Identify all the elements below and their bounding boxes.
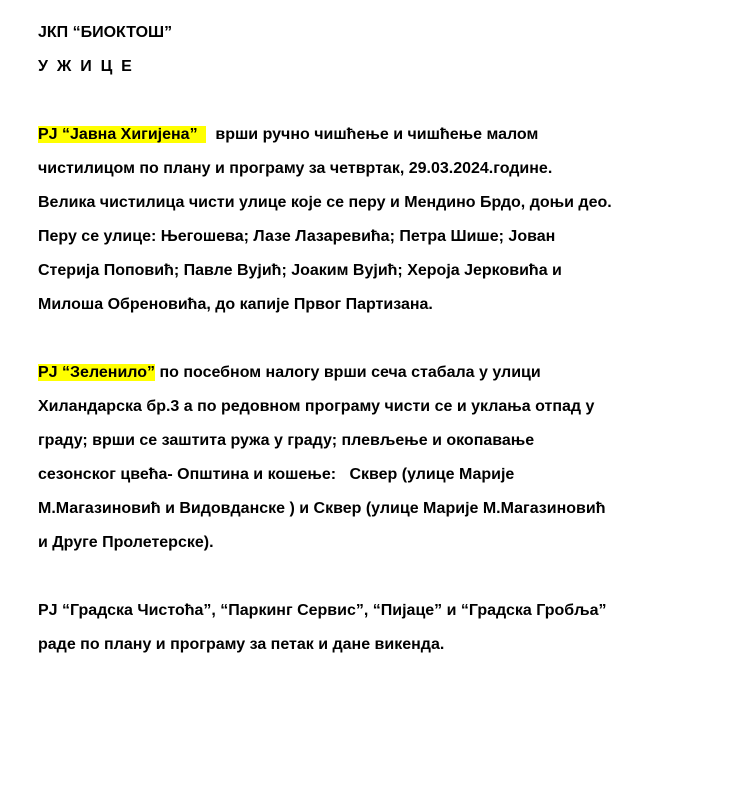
section3-line1: РЈ “Градска Чистоћа”, “Паркинг Сервис”, “Пијаце” и “Градска Гробља” — [38, 602, 607, 619]
section2-line5: М.Магазиновић и Видовданске ) и Сквер (улице Марије М.Магазиновић — [38, 500, 606, 517]
section2-line2: Хиландарска бр.3 а по редовном програму чисти се и уклања отпад у — [38, 398, 595, 415]
section1-line3: Велика чистилица чисти улице које се перу и Мендино Брдо, доњи део. — [38, 194, 612, 211]
section1-line1-text: врши ручно чишћење и чишћење малом — [206, 126, 539, 143]
section2-line3: граду; врши се заштита ружа у граду; плевљење и окопавање — [38, 432, 535, 449]
section2-line1-text: по посебном налогу врши сеча стабала у улици — [155, 364, 541, 381]
section1-line2: чистилицом по плану и програму за четвртак, 29.03.2024.године. — [38, 160, 553, 177]
section1-line5: Стерија Поповић; Павле Вујић; Јоаким Вујић; Хероја Јерковића и — [38, 262, 562, 279]
section2-unit-highlight: РЈ “Зеленило” — [38, 364, 156, 381]
company-name: ЈКП “БИОКТОШ” — [38, 24, 173, 41]
city-name: У Ж И Ц Е — [38, 58, 132, 75]
section2-line4: сезонског цвећа- Општина и кошење: Сквер (улице Марије — [38, 466, 515, 483]
section1-line1 — [38, 125, 538, 145]
section1-unit-highlight: РЈ “Јавна Хигијена” — [38, 126, 207, 143]
section3-line2: раде по плану и програму за петак и дане викенда. — [38, 636, 445, 653]
section1-line6: Милоша Обреновића, до капије Првог Партизана. — [38, 296, 433, 313]
section1-line4: Перу се улице: Његошева; Лазе Лазаревића; Петра Шише; Јован — [38, 228, 556, 245]
section2-line6: и Друге Пролетерске). — [38, 534, 214, 551]
section2-line1 — [38, 363, 541, 383]
